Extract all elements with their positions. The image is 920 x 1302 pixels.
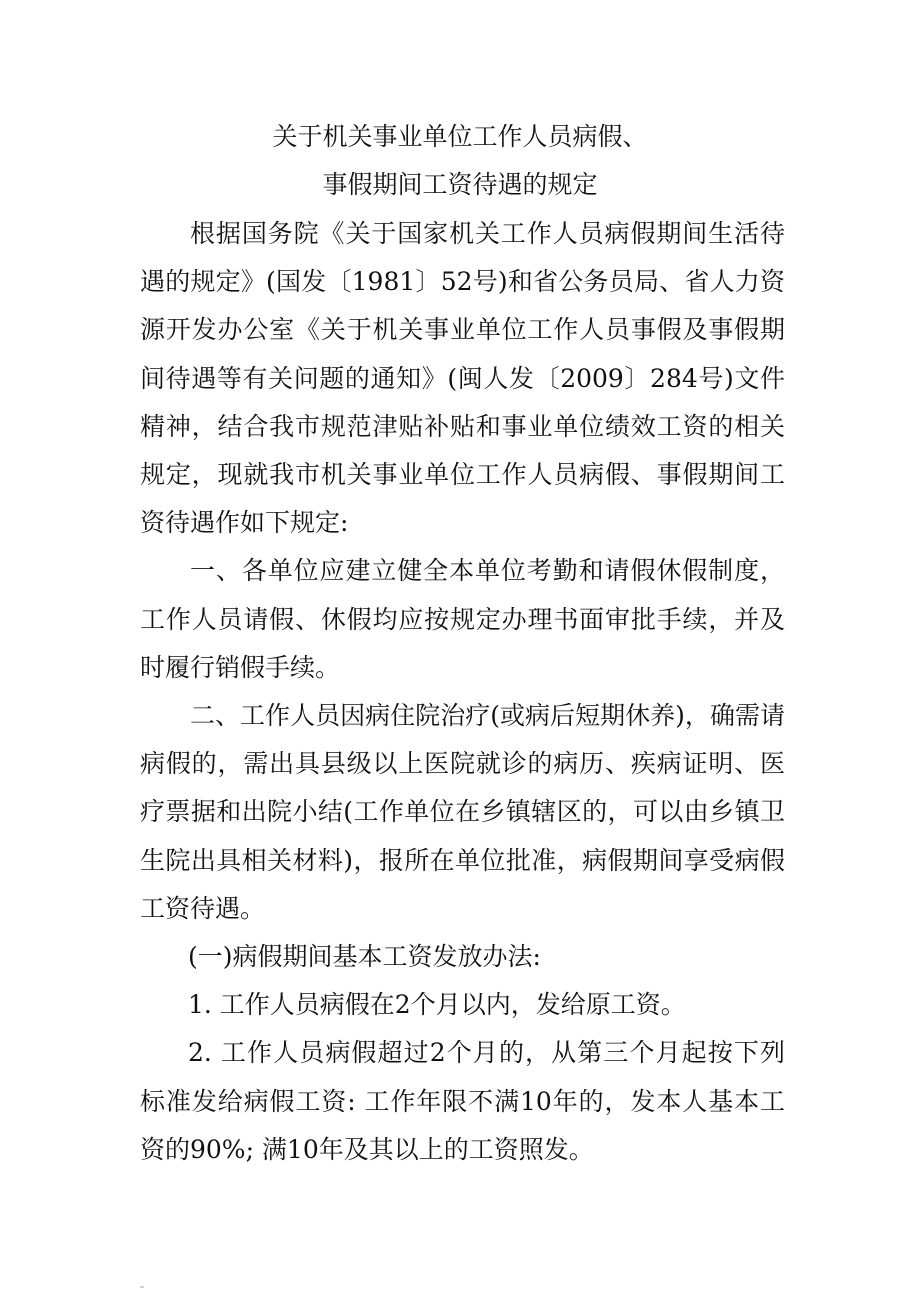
paragraph-subsection-heading: (一)病假期间基本工资发放办法: [188,942,541,972]
paragraph-preamble: 根据国务院《关于国家机关工作人员病假期间生活待遇的规定》(国发〔1981〕52号)和省公务员局、省人力资源开发办公室《关于机关事业单位工作人员事假及事假期间待遇等有关问题的通知》(闽人发〔2009〕284号)文件精神，结合我市规范津贴补贴和事业单位绩效工资的相关规定，现就我市机关事业单位工作人员病假、事假期间工资待遇作如下规定: [140,219,785,538]
document-body [140,210,785,1174]
document-title-line-1: 关于机关事业单位工作人员病假、 [272,122,648,151]
paragraph-section-2: 二、工作人员因病住院治疗(或病后短期休养)，确需请病假的，需出具县级以上医院就诊的病历、疾病证明、医疗票据和出院小结(工作单位在乡镇辖区的，可以由乡镇卫生院出具相关材料)，报所在单位批准，病假期间享受病假工资待遇。 [140,701,785,923]
paragraph-item-2: 2. 工作人员病假超过2个月的，从第三个月起按下列标准发给病假工资: 工作年限不满10年的，发本人基本工资的90%; 满10年及其以上的工资照发。 [140,1038,785,1164]
paragraph-section-1: 一、各单位应建立健全本单位考勤和请假休假制度，工作人员请假、休假均应按规定办理书面审批手续，并及时履行销假手续。 [140,556,785,682]
page-footer-mark [140,1286,144,1288]
document-title-line-2: 事假期间工资待遇的规定 [322,170,598,199]
paragraph-item-1: 1. 工作人员病假在2个月以内，发给原工资。 [188,990,686,1020]
